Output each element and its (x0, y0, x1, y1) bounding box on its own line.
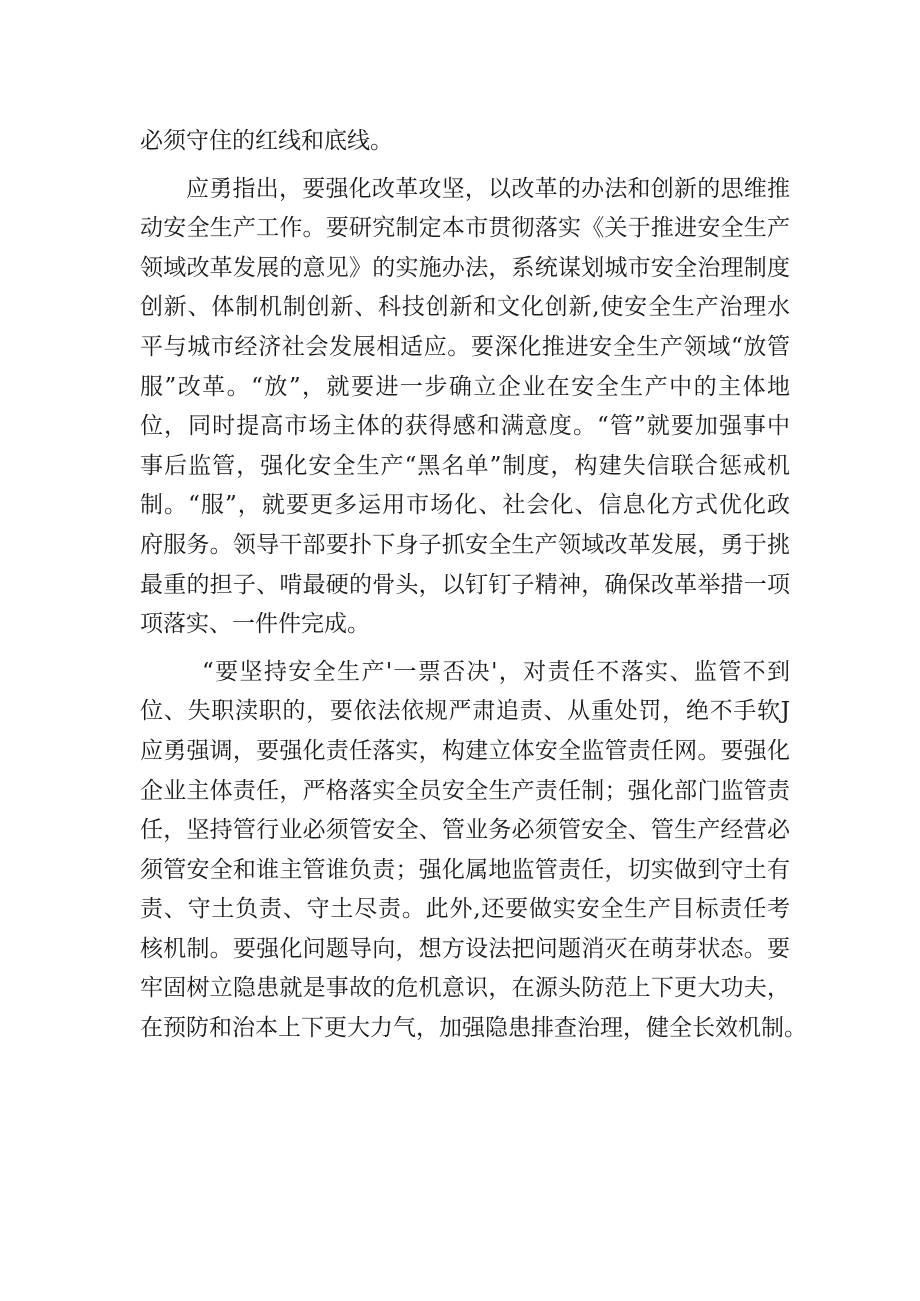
paragraph-gap (140, 162, 790, 170)
text-line: 牢固树立隐患就是事故的危机意识，在源头防范上下更大功夫， (140, 975, 790, 1002)
text-line: 平与城市经济社会发展相适应。要深化推进安全生产领域“放管 (140, 333, 790, 360)
text-line: 动安全生产工作。要研究制定本市贯彻落实《关于推进安全生产 (140, 215, 790, 242)
text-line: 应勇强调，要强化责任落实，构建立体安全监管责任网。要强化 (140, 737, 790, 764)
text-line: 项落实、一件件完成。 (140, 611, 370, 638)
text-line: 任，坚持管行业必须管安全、管业务必须管安全、管生产经营必 (140, 817, 790, 844)
text-line: 制。“服”，就要更多运用市场化、社会化、信息化方式优化政 (140, 492, 790, 519)
text-line: 在预防和治本上下更大力气，加强隐患排查治理，健全长效机制。 (140, 1015, 807, 1042)
document-body (140, 122, 807, 1049)
text-line: 须管安全和谁主管谁负责；强化属地监管责任，切实做到守土有 (140, 856, 790, 883)
text-line: 应勇指出，要强化改革攻坚，以改革的办法和创新的思维推 (186, 175, 790, 202)
text-line: “要坚持安全生产'一票否决'，对责任不落实、监管不到 (202, 658, 790, 685)
text-line: 服”改革。“放”，就要进一步确立企业在安全生产中的主体地 (140, 373, 790, 400)
text-line: 府服务。领导干部要扑下身子抓安全生产领域改革发展，勇于挑 (140, 531, 790, 558)
text-line: 企业主体责任，严格落实全员安全生产责任制；强化部门监管责 (140, 777, 790, 804)
text-line: 领域改革发展的意见》的实施办法，系统谋划城市安全治理制度 (140, 254, 790, 281)
text-line: 位、失职渎职的，要依法依规严肃追责、从重处罚，绝不手软J (140, 698, 790, 725)
paragraph-gap (140, 645, 790, 653)
text-line: 事后监管，强化安全生产“黑名单”制度，构建失信联合惩戒机 (140, 452, 790, 479)
text-line: 核机制。要强化问题导向，想方设法把问题消灭在萌芽状态。要 (140, 935, 790, 962)
text-line: 最重的担子、啃最硬的骨头，以钉钉子精神，确保改革举措一项 (140, 571, 790, 598)
text-line: 位，同时提高市场主体的获得感和满意度。“管”就要加强事中 (140, 413, 790, 440)
text-line: 必须守住的红线和底线。 (140, 128, 393, 154)
text-line: 责、守土负责、守土尽责。此外,还要做实安全生产目标责任考 (140, 896, 790, 923)
text-line: 创新、体制机制创新、科技创新和文化创新,使安全生产治理水 (140, 294, 790, 321)
